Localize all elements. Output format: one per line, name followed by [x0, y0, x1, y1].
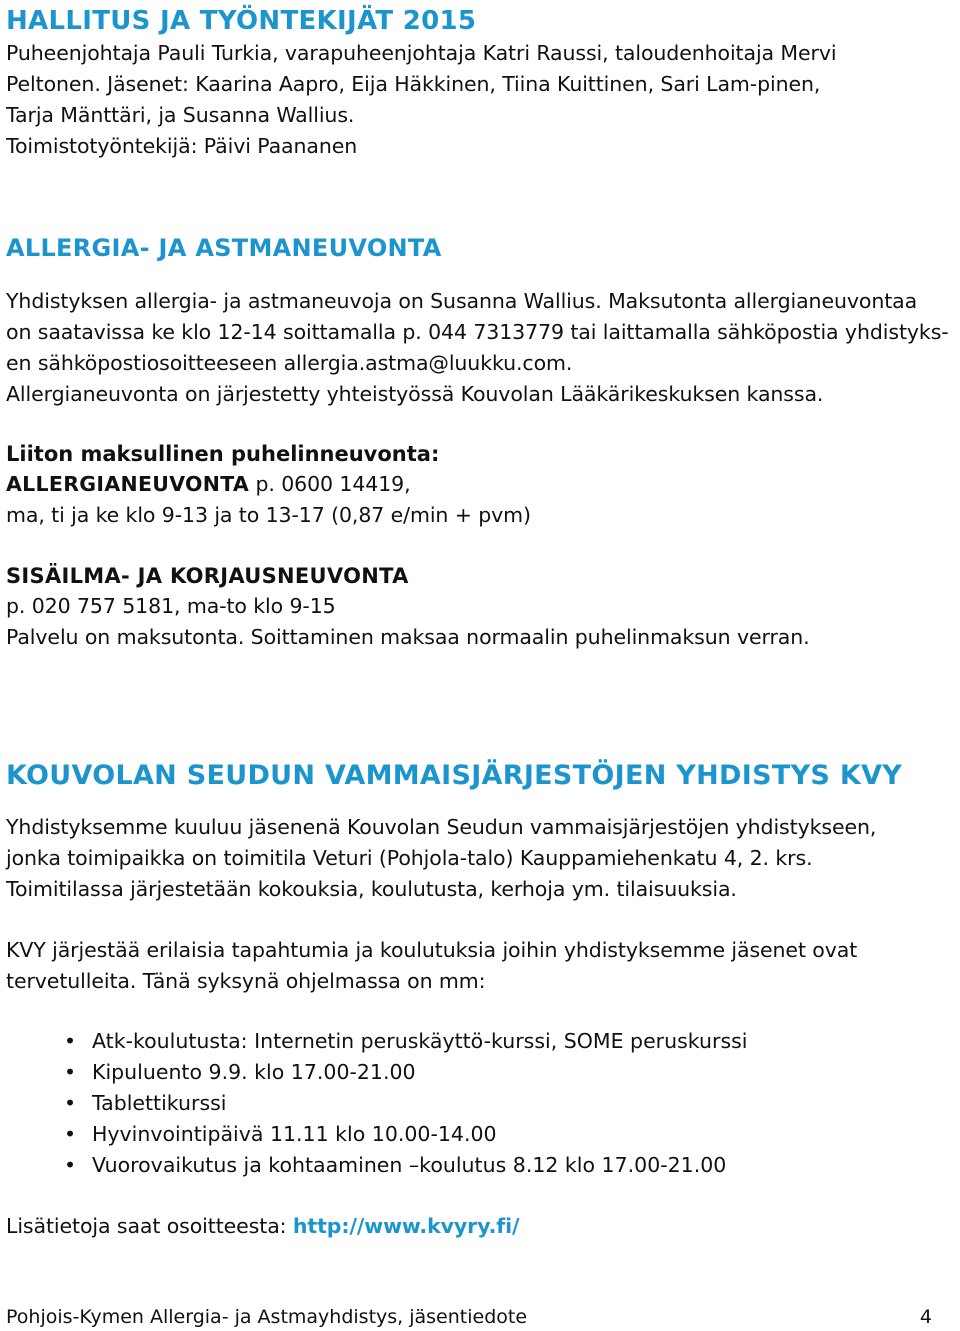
text-line: Palvelu on maksutonta. Soittaminen maksaa normaalin puhelinmaksun verran.	[6, 625, 810, 649]
kvy-paragraph-2	[6, 935, 951, 997]
text-line: Yhdistyksemme kuuluu jäsenenä Kouvolan Seudun vammaisjärjestöjen yhdistykseen,	[6, 815, 877, 839]
text-line: tervetulleita. Tänä syksynä ohjelmassa on mm:	[6, 969, 486, 993]
more-info-paragraph	[6, 1211, 951, 1242]
event-text: Hyvinvointipäivä 11.11 klo 10.00-14.00	[92, 1122, 497, 1146]
event-list	[6, 1026, 748, 1181]
phone-service-paragraph	[6, 469, 951, 531]
text-line: Tarja Mänttäri, ja Susanna Wallius.	[6, 103, 355, 127]
footer-text: Pohjois-Kymen Allergia- ja Astmayhdistys, jäsentiedote	[6, 1306, 528, 1328]
allergy-advice-paragraph	[6, 286, 951, 410]
event-text: Tablettikurssi	[92, 1091, 227, 1115]
bullet-icon: •	[64, 1029, 77, 1053]
text-line: Peltonen. Jäsenet: Kaarina Aapro, Eija Häkkinen, Tiina Kuittinen, Sari Lam-pinen,	[6, 72, 821, 96]
list-item	[6, 1026, 748, 1057]
kvy-website-link[interactable]: http://www.kvyry.fi/	[292, 1214, 520, 1238]
text-line: en sähköpostiosoitteeseen allergia.astma@luukku.com.	[6, 351, 573, 375]
phone-line	[6, 469, 951, 500]
indoor-air-heading: SISÄILMA- JA KORJAUSNEUVONTA	[6, 564, 409, 588]
list-item	[6, 1057, 748, 1088]
kvy-paragraph-1	[6, 812, 951, 905]
board-heading: HALLITUS JA TYÖNTEKIJÄT 2015	[6, 6, 477, 36]
text-line: Allergianeuvonta on järjestetty yhteistyössä Kouvolan Lääkärikeskuksen kanssa.	[6, 382, 824, 406]
indoor-air-paragraph	[6, 591, 951, 653]
more-info-line	[6, 1211, 951, 1242]
list-item	[6, 1119, 748, 1150]
text-line: Puheenjohtaja Pauli Turkia, varapuheenjohtaja Katri Raussi, taloudenhoitaja Mervi	[6, 41, 837, 65]
board-paragraph	[6, 38, 951, 162]
kvy-heading: KOUVOLAN SEUDUN VAMMAISJÄRJESTÖJEN YHDISTYS KVY	[6, 760, 903, 791]
phone-service-heading: Liiton maksullinen puhelinneuvonta:	[6, 442, 440, 466]
phone-hours: ma, ti ja ke klo 9-13 ja to 13-17 (0,87 e/min + pvm)	[6, 503, 531, 527]
event-text: Atk-koulutusta: Internetin peruskäyttö-kurssi, SOME peruskurssi	[92, 1029, 748, 1053]
list-item	[6, 1150, 748, 1181]
bullet-icon: •	[64, 1122, 77, 1146]
list-item	[6, 1088, 748, 1119]
page-footer	[6, 1304, 932, 1330]
more-info-label: Lisätietoja saat osoitteesta:	[6, 1214, 293, 1238]
text-line: jonka toimipaikka on toimitila Veturi (Pohjola-talo) Kauppamiehenkatu 4, 2. krs.	[6, 846, 813, 870]
event-text: Kipuluento 9.9. klo 17.00-21.00	[92, 1060, 416, 1084]
phone-number: p. 0600 14419,	[249, 472, 411, 496]
allergy-advice-heading: ALLERGIA- JA ASTMANEUVONTA	[6, 234, 442, 262]
text-line: Toimitilassa järjestetään kokouksia, koulutusta, kerhoja ym. tilaisuuksia.	[6, 877, 737, 901]
text-line: Toimistotyöntekijä: Päivi Paananen	[6, 134, 358, 158]
text-line: on saatavissa ke klo 12-14 soittamalla p. 044 7313779 tai laittamalla sähköpostia yhdistyks-	[6, 320, 949, 344]
bullet-icon: •	[64, 1091, 77, 1115]
event-text: Vuorovaikutus ja kohtaaminen –koulutus 8.12 klo 17.00-21.00	[92, 1153, 727, 1177]
text-line: Yhdistyksen allergia- ja astmaneuvoja on Susanna Wallius. Maksutonta allergianeuvontaa	[6, 289, 918, 313]
text-line: KVY järjestää erilaisia tapahtumia ja koulutuksia joihin yhdistyksemme jäsenet ovat	[6, 938, 858, 962]
bullet-icon: •	[64, 1153, 77, 1177]
page-number: 4	[919, 1306, 932, 1328]
bullet-icon: •	[64, 1060, 77, 1084]
text-line: p. 020 757 5181, ma-to klo 9-15	[6, 594, 336, 618]
phone-service-name: ALLERGIANEUVONTA	[6, 472, 250, 496]
